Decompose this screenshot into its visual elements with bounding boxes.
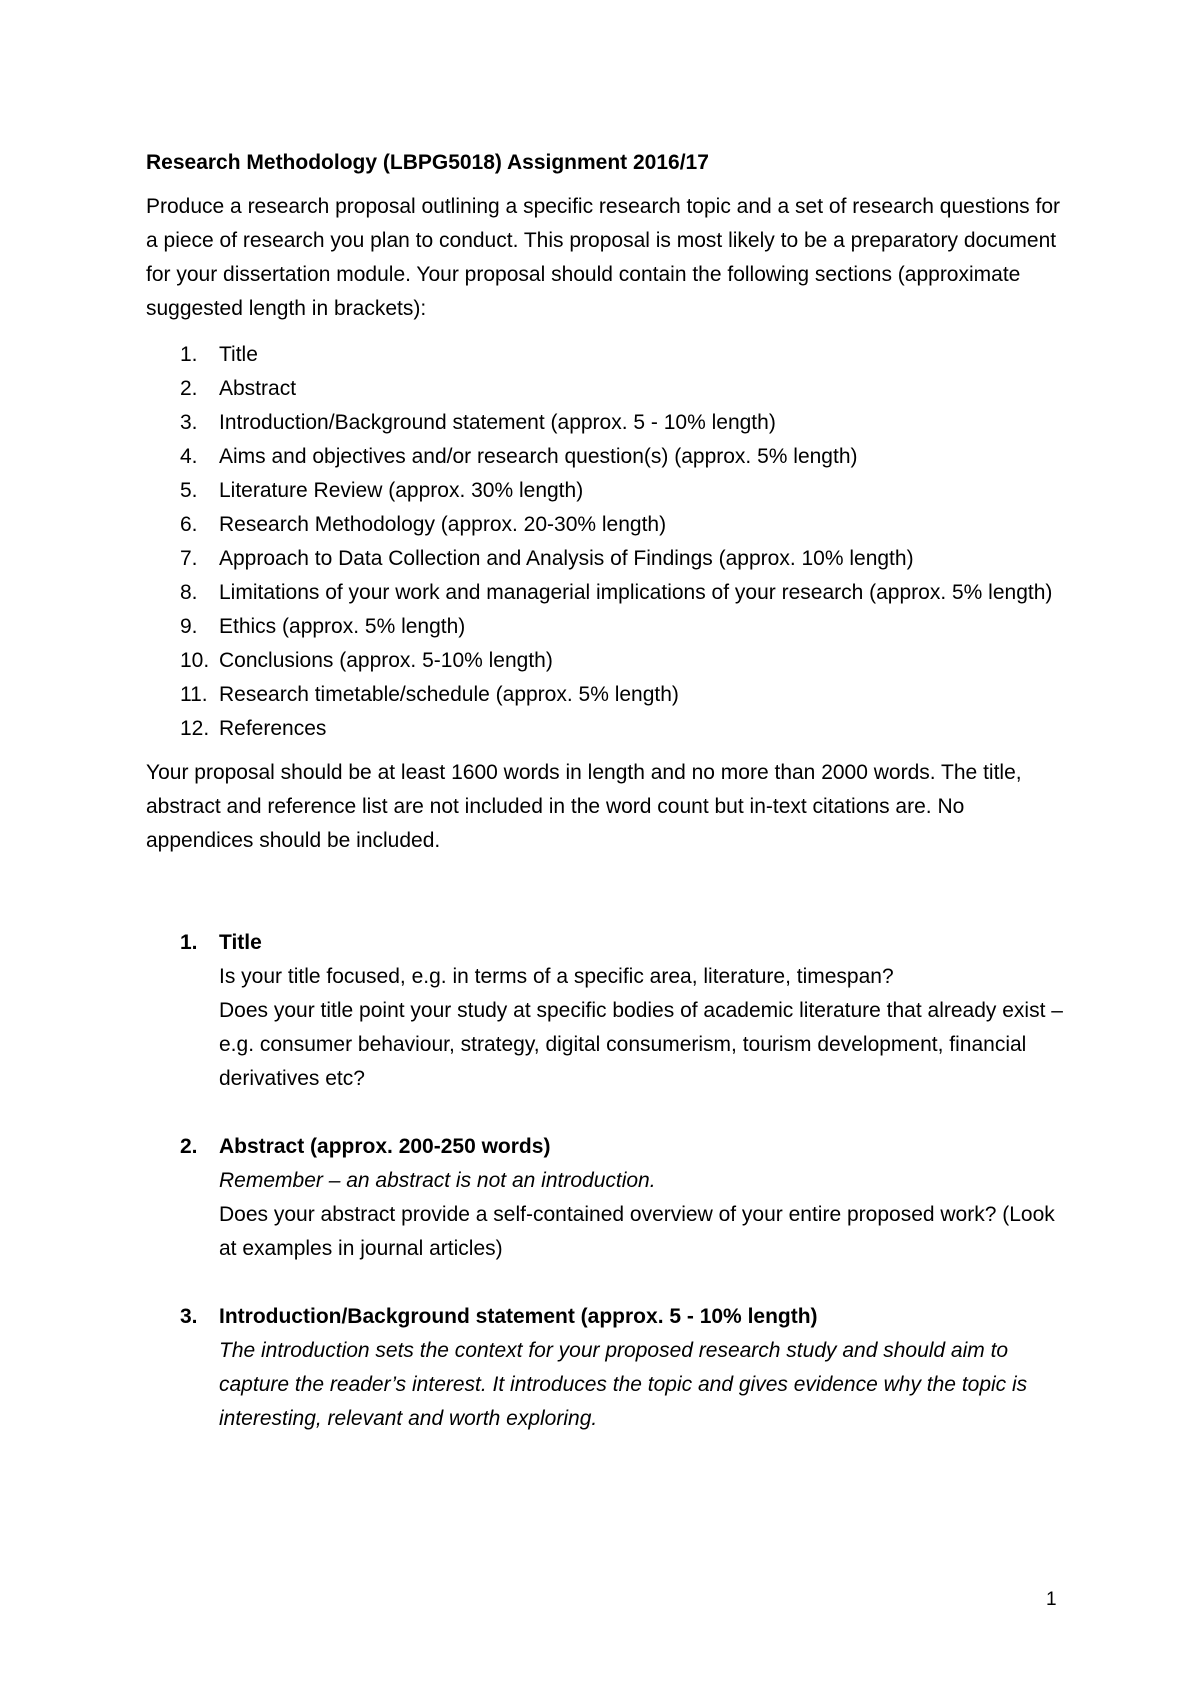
section-italic-note: Remember – an abstract is not an introduction. (219, 1169, 656, 1192)
list-item-text: Title (219, 343, 258, 366)
list-item-number: 11. (180, 683, 208, 706)
list-item-text: Literature Review (approx. 30% length) (219, 479, 584, 502)
list-item (146, 406, 1066, 440)
list-item-number: 7. (180, 547, 198, 570)
list-item-number: 10. (180, 649, 210, 672)
section-text: Does your title point your study at specific bodies of academic literature that already exist – e.g. consumer behaviour, strategy, digital consumerism, tourism development, financial derivatives etc? (219, 999, 1063, 1090)
list-item (146, 372, 1066, 406)
list-item-text: Research Methodology (approx. 20-30% length) (219, 513, 667, 536)
list-item (146, 576, 1066, 610)
list-item-number: 3. (180, 411, 198, 434)
list-item-text: Aims and objectives and/or research question(s) (approx. 5% length) (219, 445, 858, 468)
list-item-text: Conclusions (approx. 5-10% length) (219, 649, 553, 672)
document-title: Research Methodology (LBPG5018) Assignment 2016/17 (146, 151, 709, 174)
list-item-number: 8. (180, 581, 198, 604)
list-item (146, 440, 1066, 474)
list-item-number: 5. (180, 479, 198, 502)
list-item-text: Limitations of your work and managerial implications of your research (approx. 5% length) (219, 581, 1053, 604)
list-item (146, 338, 1066, 372)
section-text: Does your abstract provide a self-contained overview of your entire proposed work? (Look at examples in journal articles) (219, 1203, 1055, 1260)
section-text: Is your title focused, e.g. in terms of a specific area, literature, timespan? (219, 965, 894, 988)
list-item-number: 6. (180, 513, 198, 536)
list-item-number: 12. (180, 717, 210, 740)
list-item (146, 678, 1066, 712)
section-list (146, 338, 1066, 746)
list-item-number: 2. (180, 377, 198, 400)
list-item-text: Research timetable/schedule (approx. 5% length) (219, 683, 679, 706)
section-title (146, 926, 1066, 1096)
section-abstract (146, 1130, 1066, 1266)
list-item-text: Introduction/Background statement (approx. 5 - 10% length) (219, 411, 776, 434)
list-item-number: 4. (180, 445, 198, 468)
intro-paragraph: Produce a research proposal outlining a specific research topic and a set of research questions for a piece of research you plan to conduct. This proposal is most likely to be a preparatory document for your dissertation module. Your proposal should contain the following sections (approximate suggested length in brackets): (146, 195, 1061, 320)
section-number: 1. (180, 931, 198, 954)
list-item-text: Abstract (219, 377, 297, 400)
section-heading: Abstract (approx. 200-250 words) (219, 1135, 551, 1158)
section-number: 3. (180, 1305, 198, 1328)
list-item-number: 1. (180, 343, 198, 366)
list-item-text: Ethics (approx. 5% length) (219, 615, 466, 638)
section-number: 2. (180, 1135, 198, 1158)
list-item (146, 508, 1066, 542)
section-italic-note: The introduction sets the context for your proposed research study and should aim to capture the reader’s interest. It introduces the topic and gives evidence why the topic is interesting, relevant and worth exploring. (219, 1339, 1028, 1430)
list-item-text: References (219, 717, 327, 740)
word-count-paragraph: Your proposal should be at least 1600 words in length and no more than 2000 words. The title, abstract and reference list are not included in the word count but in-text citations are. No appendices should be included. (146, 761, 1022, 852)
page-number: 1 (1046, 1589, 1057, 1610)
list-item (146, 610, 1066, 644)
list-item (146, 644, 1066, 678)
section-heading: Title (219, 931, 262, 954)
list-item-text: Approach to Data Collection and Analysis of Findings (approx. 10% length) (219, 547, 914, 570)
list-item (146, 542, 1066, 576)
section-heading: Introduction/Background statement (approx. 5 - 10% length) (219, 1305, 818, 1328)
section-introduction (146, 1300, 1066, 1436)
list-item (146, 474, 1066, 508)
document-page (146, 146, 1066, 1470)
list-item-number: 9. (180, 615, 198, 638)
list-item (146, 712, 1066, 746)
